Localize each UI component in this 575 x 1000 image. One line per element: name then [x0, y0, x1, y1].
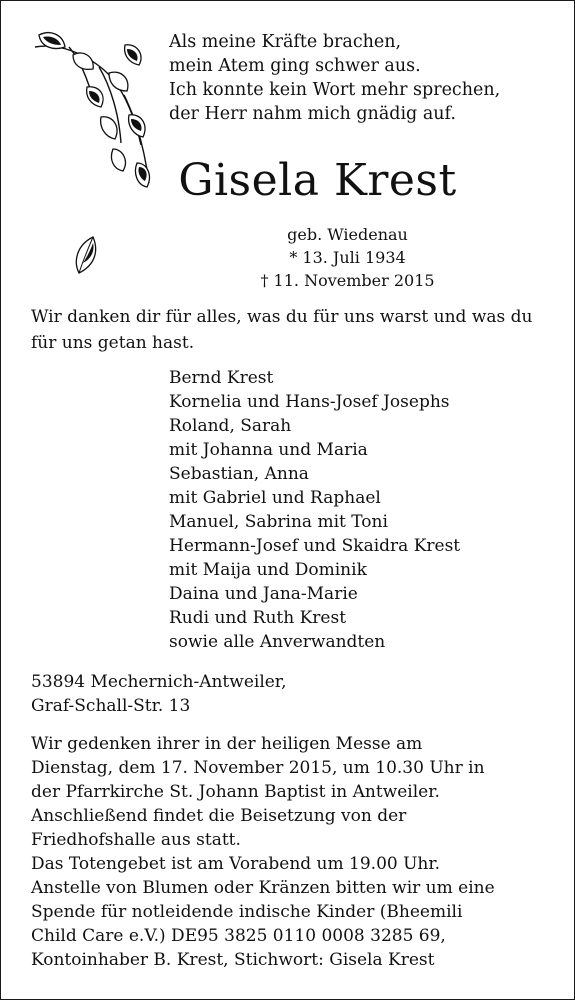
mourner-entry: Bernd Krest — [169, 368, 274, 388]
notice-line: Spende für notleidende indische Kinder (Bheemili — [31, 902, 463, 922]
mourner-entry: mit Maija und Dominik — [169, 560, 367, 580]
thanks-line: Wir danken dir für alles, was du für uns warst und was du — [31, 307, 533, 327]
thanks-line: für uns getan hast. — [31, 333, 195, 353]
mourner-entry: Hermann-Josef und Skaidra Krest — [169, 536, 461, 556]
deceased-name: Gisela Krest — [178, 155, 457, 206]
mourner-entry: mit Johanna und Maria — [169, 440, 368, 460]
mourner-entry: mit Gabriel und Raphael — [169, 488, 381, 508]
address-line: 53894 Mechernich-Antweiler, — [31, 672, 287, 692]
poem-line: der Herr nahm mich gnädig auf. — [169, 104, 456, 124]
notice-line: Dienstag, dem 17. November 2015, um 10.30 Uhr in — [31, 758, 485, 778]
poem-line: Als meine Kräfte brachen, — [169, 32, 402, 52]
poem-line: Ich konnte kein Wort mehr sprechen, — [169, 80, 501, 100]
birth-date: * 13. Juli 1934 — [289, 248, 406, 267]
notice-line: der Pfarrkirche St. Johann Baptist in Antweiler. — [31, 782, 440, 802]
notice-line: Child Care e.V.) DE95 3825 0110 0008 3285 69, — [31, 926, 446, 946]
poem-line: mein Atem ging schwer aus. — [169, 56, 421, 76]
notice-line: Das Totengebet ist am Vorabend um 19.00 Uhr. — [31, 854, 441, 874]
death-date: † 11. November 2015 — [260, 271, 435, 290]
notice-line: Friedhofshalle aus statt. — [31, 830, 241, 850]
mourner-entry: Daina und Jana-Marie — [169, 584, 358, 604]
maiden-name: geb. Wiedenau — [287, 225, 408, 244]
address-line: Graf-Schall-Str. 13 — [31, 696, 191, 716]
mourner-entry: Rudi und Ruth Krest — [169, 608, 347, 628]
mourner-entry: Sebastian, Anna — [169, 464, 309, 484]
notice-line: Anschließend findet die Beisetzung von der — [31, 806, 407, 826]
mourner-entry: sowie alle Anverwandten — [169, 632, 386, 652]
mourner-entry: Kornelia und Hans-Josef Josephs — [169, 392, 450, 412]
mourner-entry: Roland, Sarah — [169, 416, 292, 436]
mourner-entry: Manuel, Sabrina mit Toni — [169, 512, 388, 532]
notice-line: Wir gedenken ihrer in der heiligen Messe am — [31, 734, 423, 754]
notice-line: Kontoinhaber B. Krest, Stichwort: Gisela Krest — [31, 950, 435, 970]
notice-line: Anstelle von Blumen oder Kränzen bitten wir um eine — [31, 878, 495, 898]
